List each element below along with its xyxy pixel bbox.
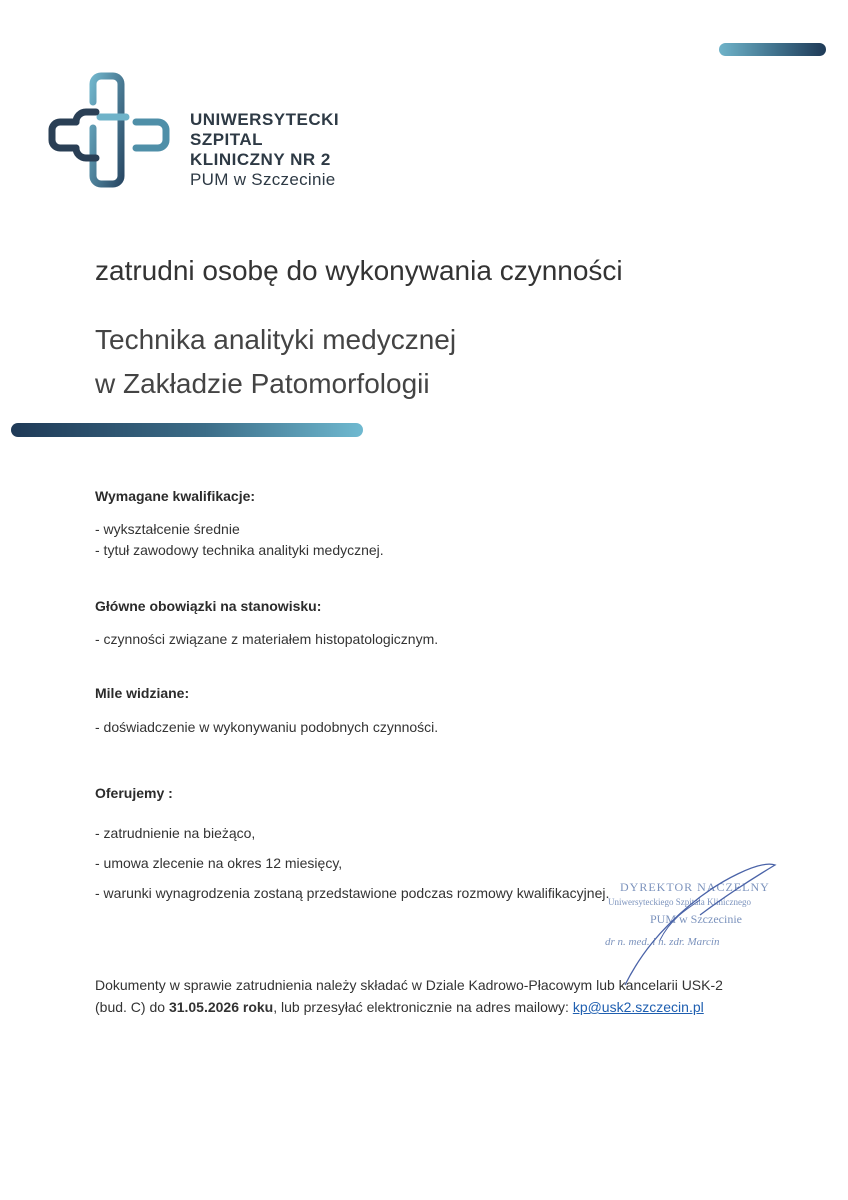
- stamp-line-4: dr n. med. i n. zdr. Marcin: [605, 936, 720, 948]
- top-accent-bar: [719, 43, 826, 56]
- job-title-line-1: Technika analityki medycznej: [95, 324, 457, 355]
- job-title-line-2: w Zakładzie Patomorfologii: [95, 368, 430, 399]
- medical-cross-logo-icon: [48, 72, 178, 197]
- list-item: - umowa zlecenie na okres 12 miesięcy,: [95, 855, 343, 871]
- signature-graphic: [600, 860, 785, 990]
- email-link[interactable]: kp@usk2.szczecin.pl: [572, 999, 704, 1015]
- duties-heading: Główne obowiązki na stanowisku:: [95, 598, 322, 614]
- list-item: - czynności związane z materiałem histopatologicznym.: [95, 631, 439, 647]
- hospital-name-block: [190, 110, 339, 190]
- hospital-name-line-3: KLINICZNY NR 2: [190, 150, 331, 169]
- section-divider-bar: [11, 423, 363, 437]
- footer-text-2: , lub przesyłać elektronicznie na adres mailowy:: [273, 999, 573, 1015]
- offer-heading: Oferujemy :: [95, 785, 173, 801]
- list-item: - warunki wynagrodzenia zostaną przedstawione podczas rozmowy kwalifikacyjnej.: [95, 885, 610, 901]
- list-item: - zatrudnienie na bieżąco,: [95, 825, 256, 841]
- deadline-date: 31.05.2026 roku: [168, 999, 274, 1015]
- footer-text-1: Dokumenty w sprawie zatrudnienia należy składać w Dziale Kadrowo-Płacowym lub kancelarii USK-2 (bud. C) do: [95, 977, 723, 1015]
- qualifications-heading: Wymagane kwalifikacje:: [95, 488, 256, 504]
- welcome-heading: Mile widziane:: [95, 685, 190, 701]
- job-headline: zatrudni osobę do wykonywania czynności: [95, 255, 623, 286]
- list-item: - wykształcenie średnie: [95, 521, 240, 537]
- job-title: [95, 318, 456, 406]
- list-item: - tytuł zawodowy technika analityki medycznej.: [95, 542, 384, 558]
- stamp-line-3: PUM w Szczecinie: [650, 912, 742, 926]
- application-instructions: [95, 974, 755, 1018]
- stamp-line-2: Uniwersyteckiego Szpitala Klinicznego: [608, 897, 751, 907]
- director-stamp: [590, 860, 785, 980]
- stamp-line-1: DYREKTOR NACZELNY: [620, 880, 770, 894]
- list-item: - doświadczenie w wykonywaniu podobnych czynności.: [95, 719, 439, 735]
- hospital-name-line-1: UNIWERSYTECKI: [190, 110, 340, 129]
- hospital-name-line-2: SZPITAL: [190, 130, 264, 149]
- hospital-subtitle: PUM w Szczecinie: [190, 170, 336, 189]
